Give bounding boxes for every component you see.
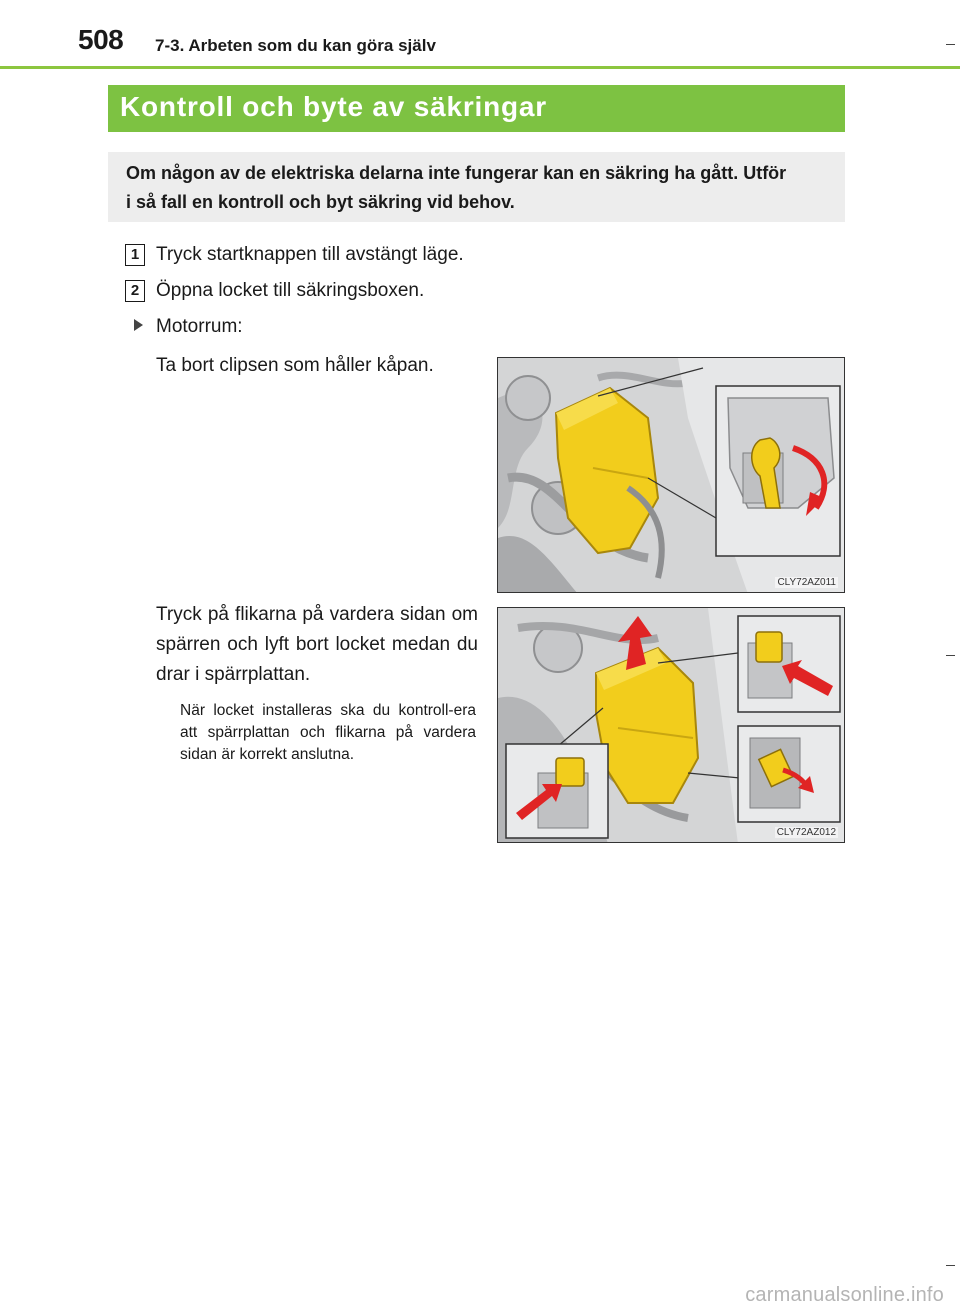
figure-code: CLY72AZ011 — [777, 577, 836, 588]
crop-mark — [946, 655, 955, 656]
figure-code: CLY72AZ012 — [776, 827, 836, 838]
engine-bay-illustration-2 — [498, 608, 845, 843]
watermark: carmanualsonline.info — [745, 1284, 944, 1306]
figure-remove-clips — [497, 357, 845, 593]
instruction-1: Ta bort clipsen som håller kåpan. — [156, 355, 434, 376]
engine-bay-illustration-1 — [498, 358, 845, 593]
intro-box — [108, 152, 845, 222]
step-number-1: 1 — [125, 244, 145, 266]
subsection-label: Motorrum: — [156, 316, 243, 337]
intro-line-2: i så fall en kontroll och byt säkring vid behov. — [126, 192, 515, 212]
instruction-2: Tryck på flikarna på vardera sidan om spärren och lyft bort locket medan du drar i spärrplattan. — [156, 604, 478, 685]
crop-mark — [946, 44, 955, 45]
step-number-2: 2 — [125, 280, 145, 302]
header-rule — [0, 66, 960, 69]
figure-lift-cover — [497, 607, 845, 843]
section-header: 7-3. Arbeten som du kan göra själv — [155, 36, 436, 55]
page-title: Kontroll och byte av säkringar — [108, 85, 845, 132]
page-number: 508 — [78, 24, 124, 55]
step-text-2: Öppna locket till säkringsboxen. — [156, 280, 425, 301]
intro-line-1: Om någon av de elektriska delarna inte fungerar kan en säkring ha gått. Utför — [126, 163, 787, 183]
crop-mark — [946, 1265, 955, 1266]
installation-note: När locket installeras ska du kontroll-era att spärrplattan och flikarna på vardera sidan är korrekt anslutna. — [180, 702, 476, 763]
bullet-arrow-icon — [134, 319, 143, 331]
step-text-1: Tryck startknappen till avstängt läge. — [156, 244, 464, 265]
